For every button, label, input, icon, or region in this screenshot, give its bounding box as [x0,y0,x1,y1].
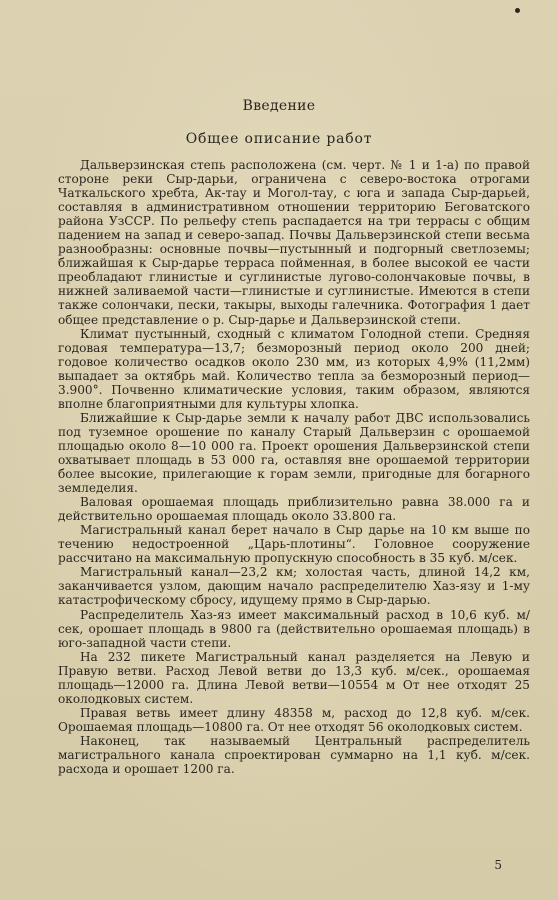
ink-dot [515,8,520,13]
document-body [58,158,530,776]
paragraph-4: Валовая орошаемая площадь приблизительно равна 38.000 га и действительно орошаемая площадь около 33.800 га. [58,495,530,524]
paragraph-7: Распределитель Хаз-яз имеет максимальный расход в 10,6 куб. м/сек, орошает площадь в 9800 га (действительно орошаемая площадь) в юго-западной части степи. [58,607,530,650]
paragraph-1: Дальверзинская степь расположена (см. черт. № 1 и 1-а) по правой стороне реки Сыр-дарьи, ограничена с северо-востока отрогами Чаткальского хребта, Ак-тау и Могол-тау, с юга и запада Сыр-дарьей, составляя в административном отношении территорию Беговатского района УзССР. По рельефу степь распадается на три террасы с общим падением на запад и северо-запад. Почвы Дальверзинской степи весьма разнообразны: основные почвы—пустынный и подгорный светлоземы; ближайшая к Сыр-дарье терраса пойменная, в более высокой ее части преобладают глинистые и суглинистые лугово-солончаковые почвы, в нижней заливаемой части—глинистые и суглинистые. Имеются в степи также солончаки, пески, такыры, выходы галечника. Фотография 1 дает общее представление о р. Сыр-дарье и Дальверзинской степи. [58,158,530,327]
document-title: Введение [242,98,316,114]
section-subtitle: Общее описание работ [185,131,373,147]
paragraph-9: Правая ветвь имеет длину 48358 м, расход до 12,8 куб. м/сек. Орошаемая площадь—10800 га. От нее отходят 56 околодковых систем. [58,705,530,734]
paragraph-2: Климат пустынный, сходный с климатом Голодной степи. Средняя годовая температура—13,7; безморозный период около 200 дней; годовое количество осадков около 230 мм, из которых 4,9% (11,2мм) выпадает за октябрь май. Количество тепла за безморозный период—3.900°. Почвенно климатические условия, таким образом, являются вполне благоприятными для культуры хлопка. [58,326,530,411]
paragraph-8: На 232 пикете Магистральный канал разделяется на Левую и Правую ветви. Расход Левой ветви до 13,3 куб. м/сек., орошаемая площадь—12000 га. Длина Левой ветви—10554 м От нее отходят 25 околодковых систем. [58,649,530,706]
paragraph-10: Наконец, так называемый Центральный распределитель магистрального канала спроектирован суммарно на 1,1 куб. м/сек. расхода и орошает 1200 га. [58,733,530,777]
paragraph-3: Ближайшие к Сыр-дарье земли к началу работ ДВС использовались под туземное орошение по каналу Старый Дальверзин с орошаемой площадью около 8—10 000 га. Проект орошения Дальверзинской степи охватывает площадь в 53 000 га, оставляя вне орошаемой территории более высокие, прилегающие к горам земли, пригодные для богарного земледелия. [58,410,530,496]
paragraph-5: Магистральный канал берет начало в Сыр дарье на 10 км выше по течению недостроенной „Царь-плотины“. Головное сооружение рассчитано на максимальную пропускную способность в 35 куб. м/сек. [58,523,530,566]
page-number: 5 [494,858,502,872]
paragraph-6: Магистральный канал—23,2 км; холостая часть, длиной 14,2 км, заканчивается узлом, дающим начало распределителю Хаз-язу и 1-му катастрофическому сбросу, идущему прямо в Сыр-дарью. [58,565,530,608]
